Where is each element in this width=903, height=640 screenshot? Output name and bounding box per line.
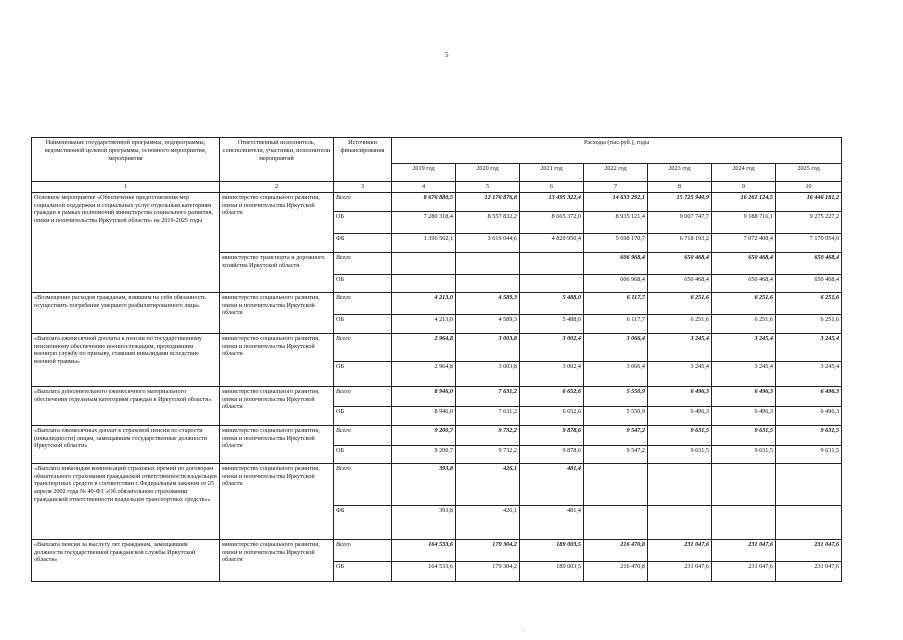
expense-value: 9 547,2 <box>584 425 648 445</box>
scan-mark: · <box>522 628 524 634</box>
expense-value: 6 496,3 <box>648 406 712 425</box>
column-number: 8 <box>648 182 712 193</box>
expense-value: 606 968,4 <box>584 252 648 274</box>
expense-value: 5 488,0 <box>520 314 584 333</box>
expense-value: 3 002,4 <box>520 333 584 361</box>
table-row <box>32 463 842 505</box>
expense-value: 5 488,0 <box>520 292 584 314</box>
funding-source: ОБ <box>334 314 392 333</box>
table-row <box>32 539 842 561</box>
expense-value: 7 170 954,0 <box>776 233 842 252</box>
responsible-executor: министерство социального развития, опеки и попечительства Иркутской области <box>220 386 334 425</box>
responsible-executor: министерство социального развития, опеки и попечительства Иркутской области <box>220 292 334 333</box>
expense-value: 3 245,4 <box>776 361 842 386</box>
expense-value: 3 245,4 <box>712 361 776 386</box>
expense-value: 216 470,8 <box>584 539 648 561</box>
expense-value: 5 698 170,7 <box>584 233 648 252</box>
expense-value: 6 251,6 <box>648 292 712 314</box>
expense-value: 9 200,7 <box>392 445 456 463</box>
expense-value: 164 533,6 <box>392 539 456 561</box>
funding-source: ОБ <box>334 561 392 581</box>
column-number: 3 <box>334 182 392 193</box>
expense-value: 6 251,6 <box>648 314 712 333</box>
expense-value: 9 547,2 <box>584 445 648 463</box>
expense-value: 606 968,4 <box>584 274 648 292</box>
header-responsible: Ответственный исполнитель, соисполнители, участники, исполнители мероприятий <box>220 138 334 182</box>
column-number: 5 <box>456 182 520 193</box>
funding-source: ОБ <box>334 445 392 463</box>
measure-name: «Выплата ежемесячных доплат к страховой пенсии по старости (инвалидности) лицам, замещавшим государственные должности Иркутской области» <box>32 425 220 463</box>
column-number: 10 <box>776 182 842 193</box>
expense-value: 9 878,6 <box>520 425 584 445</box>
column-number: 7 <box>584 182 648 193</box>
header-source: Источники финансирования <box>334 138 392 182</box>
expense-value: 393,8 <box>392 463 456 505</box>
expense-value: 9 631,5 <box>712 425 776 445</box>
header-name: Наименование государственной программы, подпрограммы, ведомственной целевой программы, основного мероприятия, мероприятия <box>32 138 220 182</box>
funding-source: Всего <box>334 252 392 274</box>
expense-value: 231 047,6 <box>712 561 776 581</box>
expense-value: 8 557 832,2 <box>456 211 520 233</box>
expense-value <box>520 274 584 292</box>
expense-value: 9 275 227,2 <box>776 211 842 233</box>
expense-value: 4 589,3 <box>456 314 520 333</box>
funding-source: ОБ <box>334 361 392 386</box>
expense-value: 6 251,6 <box>776 314 842 333</box>
expense-value: 8 935 121,4 <box>584 211 648 233</box>
expense-value: 216 470,8 <box>584 561 648 581</box>
expense-value: 9 631,5 <box>712 445 776 463</box>
expense-value: 6 496,3 <box>712 406 776 425</box>
responsible-executor: министерство социального развития, опеки и попечительства Иркутской области <box>220 463 334 539</box>
expense-value: 2 964,8 <box>392 333 456 361</box>
expense-value: 231 047,6 <box>776 539 842 561</box>
funding-source: Всего <box>334 386 392 406</box>
expense-value: 9 631,5 <box>648 425 712 445</box>
expense-value: 3 003,8 <box>456 333 520 361</box>
expense-value: 6 496,3 <box>648 386 712 406</box>
funding-source: ФБ <box>334 505 392 539</box>
expense-value: 15 725 940,9 <box>648 192 712 211</box>
expense-value: 164 533,6 <box>392 561 456 581</box>
measure-name: «Выплата ежемесячной доплаты к пенсии по государственному пенсионному обеспечению военнослужащим, проходившим военную службу по призыву, ставшим инвалидами вследствие военной травмы» <box>32 333 220 386</box>
expense-value: 9 878,6 <box>520 445 584 463</box>
expense-value <box>456 252 520 274</box>
expense-value: 7 631,2 <box>456 406 520 425</box>
expense-value: 6 496,3 <box>776 406 842 425</box>
table-row <box>32 192 842 211</box>
expense-value: 3 066,4 <box>584 361 648 386</box>
expense-value: 650 468,4 <box>776 252 842 274</box>
header-year: 2022 год <box>584 164 648 182</box>
expense-value <box>584 505 648 539</box>
expense-value <box>712 505 776 539</box>
expense-value: 4 213,0 <box>392 292 456 314</box>
expense-value: 3 003,8 <box>456 361 520 386</box>
expense-value: 231 047,6 <box>648 561 712 581</box>
funding-source: Всего <box>334 292 392 314</box>
expense-value: 231 047,6 <box>776 561 842 581</box>
expense-value: 7 072 408,4 <box>712 233 776 252</box>
measure-name: «Выплата пенсии за выслугу лет гражданам, замещавшим должности государственной гражданской службы Иркутской области» <box>32 539 220 581</box>
header-year: 2021 год <box>520 164 584 182</box>
expense-value: 6 496,3 <box>776 386 842 406</box>
expense-value <box>648 463 712 505</box>
expense-value: 393,8 <box>392 505 456 539</box>
expense-value: 6 652,6 <box>520 386 584 406</box>
expense-value <box>648 505 712 539</box>
expense-value: 2 964,8 <box>392 361 456 386</box>
expense-value: 231 047,6 <box>712 539 776 561</box>
expense-value: 6 251,6 <box>712 292 776 314</box>
expense-value: 9 200,7 <box>392 425 456 445</box>
expense-value: 4 829 950,4 <box>520 233 584 252</box>
expense-value: 650 468,4 <box>712 252 776 274</box>
expense-value: 650 468,4 <box>648 252 712 274</box>
expense-value: 426,1 <box>456 505 520 539</box>
expense-value: 3 245,4 <box>648 333 712 361</box>
responsible-executor: министерство социального развития, опеки и попечительства Иркутской области <box>220 425 334 463</box>
funding-source: Всего <box>334 539 392 561</box>
funding-source: Всего <box>334 333 392 361</box>
expense-value: 6 496,3 <box>712 386 776 406</box>
expense-value <box>712 463 776 505</box>
expense-value: 16 446 181,2 <box>776 192 842 211</box>
expense-value: 9 631,5 <box>776 425 842 445</box>
expense-value: 6 718 193,2 <box>648 233 712 252</box>
expense-value <box>584 463 648 505</box>
expense-value: 13 495 322,4 <box>520 192 584 211</box>
expense-value: 481,4 <box>520 463 584 505</box>
expense-value: 3 619 044,6 <box>456 233 520 252</box>
expense-value <box>392 274 456 292</box>
table-row <box>32 425 842 445</box>
expense-value: 9 732,2 <box>456 445 520 463</box>
expense-value: 6 652,6 <box>520 406 584 425</box>
expense-value: 5 550,9 <box>584 386 648 406</box>
responsible-executor: министерство социального развития, опеки и попечительства Иркутской области <box>220 539 334 581</box>
expense-value <box>520 252 584 274</box>
expense-value: 12 176 876,8 <box>456 192 520 211</box>
expense-value <box>392 252 456 274</box>
funding-source: Всего <box>334 425 392 445</box>
expense-value: 3 066,4 <box>584 333 648 361</box>
responsible-executor: министерство транспорта и дорожного хозяйства Иркутской области <box>220 252 334 292</box>
expense-value: 189 003,5 <box>520 561 584 581</box>
expense-value: 3 002,4 <box>520 361 584 386</box>
expense-value: 9 631,5 <box>648 445 712 463</box>
expense-value <box>776 463 842 505</box>
expenditure-table <box>31 137 842 582</box>
funding-source: ОБ <box>334 406 392 425</box>
expense-value: 9 188 716,1 <box>712 211 776 233</box>
funding-source: ФБ <box>334 233 392 252</box>
expense-value: 8 676 880,5 <box>392 192 456 211</box>
expense-value <box>456 274 520 292</box>
funding-source: ОБ <box>334 211 392 233</box>
measure-name: «Выплата инвалидам компенсаций страховых премий по договорам обязательного страхования гражданской ответственности владельцев транспортных средств в соответствии с Федеральным законом от 25 апреля 2002 года № 40-ФЗ «Об обязательном страховании гражданской ответственности владельцев транспортных средств»» <box>32 463 220 539</box>
expense-value: 650 468,4 <box>712 274 776 292</box>
header-year: 2023 год <box>648 164 712 182</box>
expense-value: 6 117,7 <box>584 292 648 314</box>
expense-value: 9 732,2 <box>456 425 520 445</box>
table-row <box>32 386 842 406</box>
expense-value: 7 280 318,4 <box>392 211 456 233</box>
expense-value: 7 631,2 <box>456 386 520 406</box>
expense-value: 3 245,4 <box>712 333 776 361</box>
page-number: 5 <box>445 51 449 59</box>
measure-name: Основное мероприятие «Обеспечение предоставления мер социальной поддержки и социальных услуг отдельным категориям граждан в рамках полномочий министерства социального развития, опеки и попечительства Иркутской области» на 2019-2025 годы <box>32 192 220 292</box>
expense-value: 3 245,4 <box>648 361 712 386</box>
expense-value: 426,1 <box>456 463 520 505</box>
expense-value <box>776 505 842 539</box>
header-year: 2019 год <box>392 164 456 182</box>
responsible-executor: министерство социального развития, опеки и попечительства Иркутской области <box>220 192 334 252</box>
expense-value: 8 946,0 <box>392 386 456 406</box>
expense-value: 5 550,9 <box>584 406 648 425</box>
expense-value: 189 003,5 <box>520 539 584 561</box>
header-year: 2024 год <box>712 164 776 182</box>
header-year: 2020 год <box>456 164 520 182</box>
expense-value: 16 261 124,5 <box>712 192 776 211</box>
expense-value: 9 007 747,7 <box>648 211 712 233</box>
expense-value: 6 117,7 <box>584 314 648 333</box>
column-number: 9 <box>712 182 776 193</box>
expense-value: 179 304,2 <box>456 561 520 581</box>
funding-source: Всего <box>334 463 392 505</box>
expense-value: 1 396 562,1 <box>392 233 456 252</box>
expense-value: 650 468,4 <box>776 274 842 292</box>
measure-name: «Выплата дополнительного ежемесячного материального обеспечения отдельным категориям граждан в Иркутской области» <box>32 386 220 425</box>
expense-value: 179 304,2 <box>456 539 520 561</box>
funding-source: Всего <box>334 192 392 211</box>
expense-value: 14 633 292,1 <box>584 192 648 211</box>
expense-value: 9 631,5 <box>776 445 842 463</box>
expense-value: 650 468,4 <box>648 274 712 292</box>
table-row <box>32 292 842 314</box>
funding-source: ОБ <box>334 274 392 292</box>
header-year: 2025 год <box>776 164 842 182</box>
measure-name: «Возмещение расходов гражданам, взявшим на себя обязанность осуществить погребение умершего реабилитированного лица» <box>32 292 220 333</box>
column-number: 6 <box>520 182 584 193</box>
expense-value: 3 245,4 <box>776 333 842 361</box>
expense-value: 481,4 <box>520 505 584 539</box>
expense-value: 4 213,0 <box>392 314 456 333</box>
column-number: 2 <box>220 182 334 193</box>
column-number: 4 <box>392 182 456 193</box>
expense-value: 8 946,0 <box>392 406 456 425</box>
column-number: 1 <box>32 182 220 193</box>
expense-value: 8 665 372,0 <box>520 211 584 233</box>
table-row <box>32 333 842 361</box>
expense-value: 4 589,3 <box>456 292 520 314</box>
expense-value: 6 251,6 <box>712 314 776 333</box>
expense-value: 6 251,6 <box>776 292 842 314</box>
responsible-executor: министерство социального развития, опеки и попечительства Иркутской области <box>220 333 334 386</box>
header-expenses: Расходы (тыс.руб.), годы <box>392 138 842 164</box>
expense-value: 231 047,6 <box>648 539 712 561</box>
